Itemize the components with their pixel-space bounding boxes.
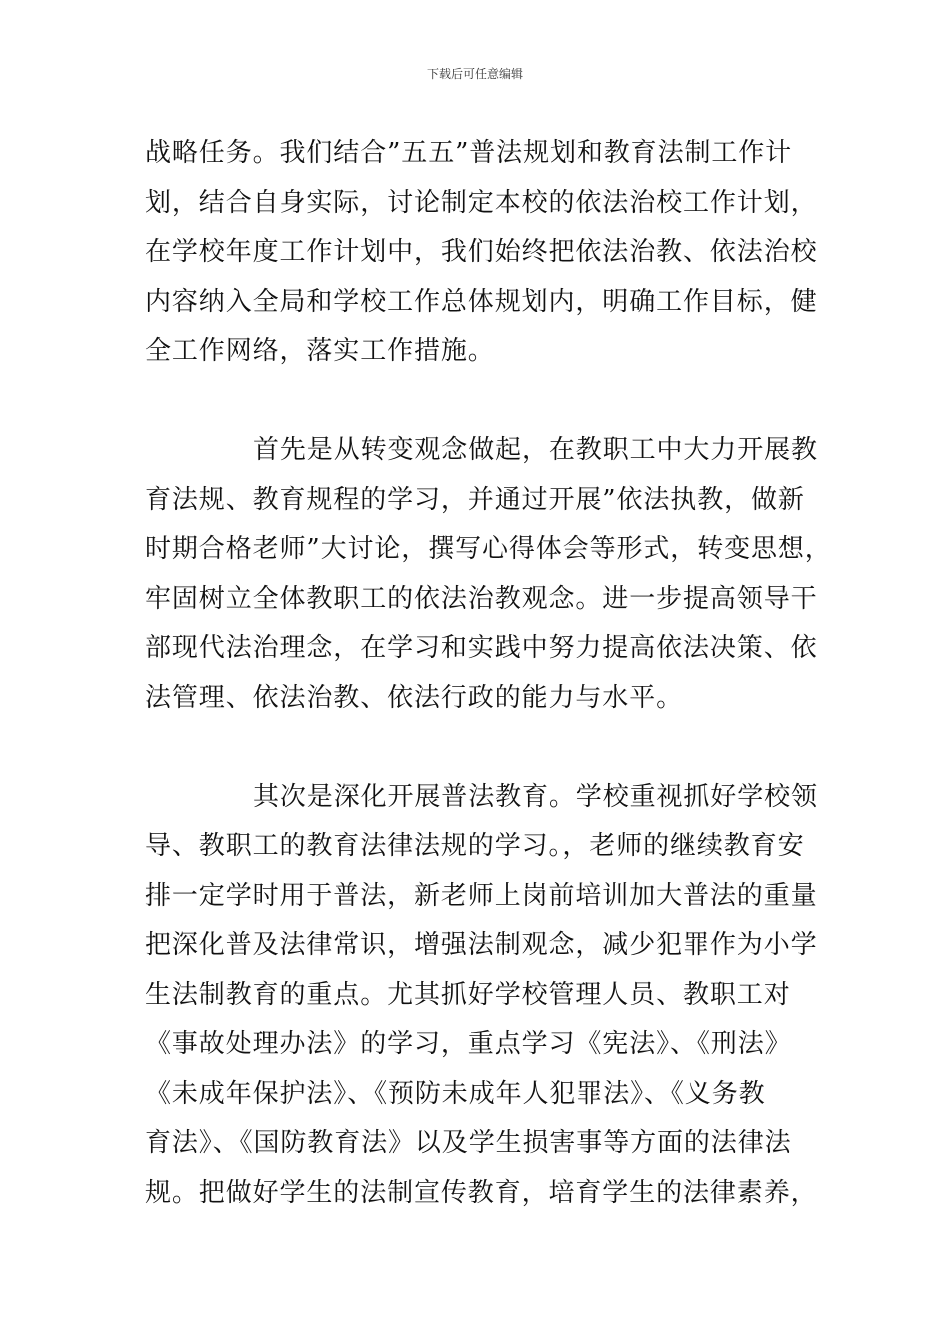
text-line: 全工作网络，落实工作措施。 [145,336,495,366]
text-line: 《未成年保护法》、《预防未成年人犯罪法》、《义务教 [145,1078,766,1109]
paragraph-2 [145,426,832,723]
text-line: 时期合格老师”大讨论，撰写心得体会等形式，转变思想， [145,534,832,564]
paragraph-1 [145,129,817,377]
text-line: 把深化普及法律常识，增强法制观念，减少犯罪作为小学 [145,930,818,960]
text-line: 规。把做好学生的法制宣传教育，培育学生的法律素养， [145,1177,818,1208]
text-line: 育法规、教育规程的学习，并通过开展”依法执教，做新 [145,484,805,515]
text-line: 《事故处理办法》的学习，重点学习《宪法》、《刑法》 [145,1029,792,1059]
paragraph-spacer [145,723,817,773]
text-line: 战略任务。我们结合”五五”普法规划和教育法制工作计 [145,138,793,168]
text-line: 排一定学时用于普法，新老师上岗前培训加大普法的重量 [145,880,818,911]
text-line: 牢固树立全体教职工的依法治教观念。进一步提高领导干 [145,583,818,614]
text-line: 法管理、依法治教、依法行政的能力与水平。 [145,682,684,713]
text-line: 生法制教育的重点。尤其抓好学校管理人员、教职工对 [145,979,791,1010]
document-body [145,129,832,1218]
paragraph-spacer [145,377,817,427]
text-line: 在学校年度工作计划中，我们始终把依法治教、依法治校 [145,237,818,267]
text-line: 划，结合自身实际，讨论制定本校的依法治校工作计划， [145,187,818,218]
text-line: 内容纳入全局和学校工作总体规划内，明确工作目标，健 [145,286,818,317]
text-line: 育法》、《国防教育法》以及学生损害事等方面的法律法 [145,1128,792,1158]
text-line: 首先是从转变观念做起，在教职工中大力开展教 [253,435,818,465]
text-line: 其次是深化开展普法教育。学校重视抓好学校领 [253,781,818,812]
paragraph-3 [145,773,817,1219]
text-line: 部现代法治理念，在学习和实践中努力提高依法决策、依 [145,633,818,663]
page-header: 下载后可任意编辑 [426,67,523,81]
text-line: 导、教职工的教育法律法规的学习。，老师的继续教育安 [145,831,805,861]
